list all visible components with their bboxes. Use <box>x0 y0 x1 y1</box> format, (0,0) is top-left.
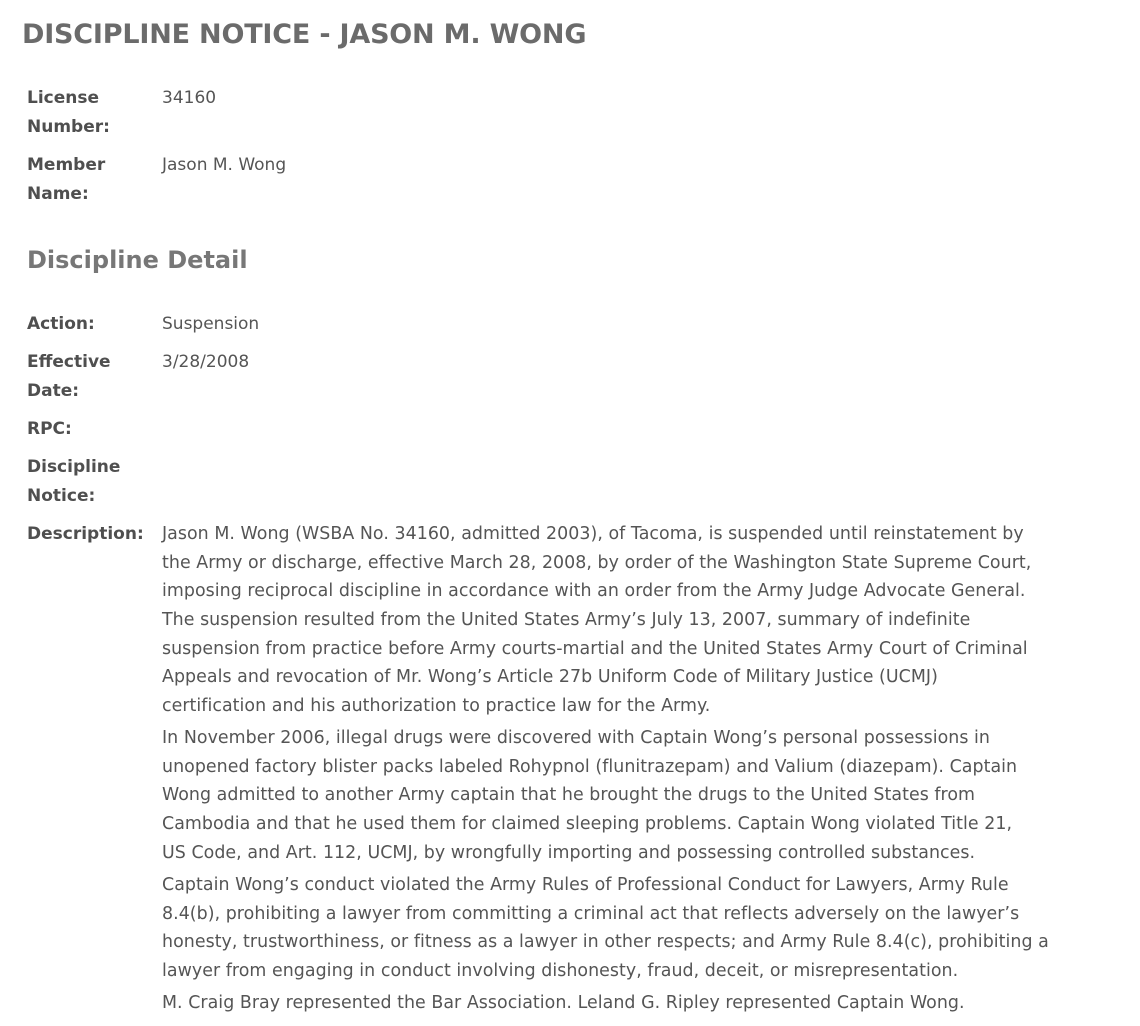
license-number-value: 34160 <box>162 88 217 108</box>
description-line: the Army or discharge, effective March 28, 2008, by order of the Washington State Supreme Court, <box>162 552 1032 573</box>
description-line: lawyer from engaging in conduct involving dishonesty, fraud, deceit, or misrepresentation. <box>162 961 959 982</box>
page-title: DISCIPLINE NOTICE - JASON M. WONG <box>22 19 587 50</box>
member-name-row <box>27 151 1107 209</box>
member-name-label <box>27 151 155 208</box>
action-label: Action: <box>27 314 95 334</box>
description-line: Cambodia and that he used them for claimed sleeping problems. Captain Wong violated Title 21, <box>162 814 1013 835</box>
discipline-notice-label-line1: Discipline <box>27 457 121 477</box>
description-paragraph-3 <box>162 871 1107 986</box>
description-line: In November 2006, illegal drugs were discovered with Captain Wong’s personal possessions in <box>162 728 990 748</box>
discipline-notice-row <box>27 453 1107 511</box>
effective-date-label-line1: Effective <box>27 352 111 372</box>
effective-date-value: 3/28/2008 <box>162 352 250 372</box>
discipline-notice-label-line2: Notice: <box>27 485 96 506</box>
description-line: 8.4(b), prohibiting a lawyer from committing a criminal act that reflects adversely on the lawyer’s <box>162 903 1020 924</box>
discipline-notice-label <box>27 453 155 510</box>
action-value: Suspension <box>162 314 260 334</box>
license-number-label-line2: Number: <box>27 116 110 137</box>
rpc-label: RPC: <box>27 419 72 439</box>
license-number-label-line1: License <box>27 88 100 108</box>
description-paragraph-4 <box>162 989 1107 1018</box>
description-line: suspension from practice before Army courts-martial and the United States Army Court of Criminal <box>162 638 1028 659</box>
description-line: Captain Wong’s conduct violated the Army Rules of Professional Conduct for Lawyers, Army Rule <box>162 875 1009 895</box>
description-line: imposing reciprocal discipline in accordance with an order from the Army Judge Advocate General. <box>162 581 1026 602</box>
action-row <box>27 310 1107 340</box>
effective-date-row <box>27 348 1107 406</box>
description-paragraph-2 <box>162 724 1107 867</box>
license-number-label <box>27 84 155 141</box>
discipline-detail-heading: Discipline Detail <box>27 246 248 274</box>
member-name-label-line2: Name: <box>27 183 89 204</box>
description-line: Appeals and revocation of Mr. Wong’s Article 27b Uniform Code of Military Justice (UCMJ) <box>162 667 938 688</box>
description-line: honesty, trustworthiness, or fitness as a lawyer in other respects; and Army Rule 8.4(c), prohibiting a <box>162 932 1049 953</box>
description-line: M. Craig Bray represented the Bar Association. Leland G. Ripley represented Captain Wong. <box>162 993 965 1013</box>
rpc-row <box>27 415 1107 445</box>
description-line: Jason M. Wong (WSBA No. 34160, admitted 2003), of Tacoma, is suspended until reinstatement by <box>162 524 1024 544</box>
description-paragraph-1 <box>162 520 1107 721</box>
member-name-value: Jason M. Wong <box>162 155 287 175</box>
effective-date-label-line2: Date: <box>27 380 80 401</box>
effective-date-label <box>27 348 155 405</box>
member-name-label-line1: Member <box>27 155 106 175</box>
license-number-row <box>27 84 1107 142</box>
description-label: Description: <box>27 524 144 544</box>
description-line: Wong admitted to another Army captain that he brought the drugs to the United States from <box>162 785 976 806</box>
description-line: unopened factory blister packs labeled Rohypnol (flunitrazepam) and Valium (diazepam). Captain <box>162 756 1018 777</box>
description-line: The suspension resulted from the United States Army’s July 13, 2007, summary of indefinite <box>162 610 971 631</box>
description-line: certification and his authorization to practice law for the Army. <box>162 696 711 717</box>
description-line: US Code, and Art. 112, UCMJ, by wrongfully importing and possessing controlled substances. <box>162 842 976 863</box>
